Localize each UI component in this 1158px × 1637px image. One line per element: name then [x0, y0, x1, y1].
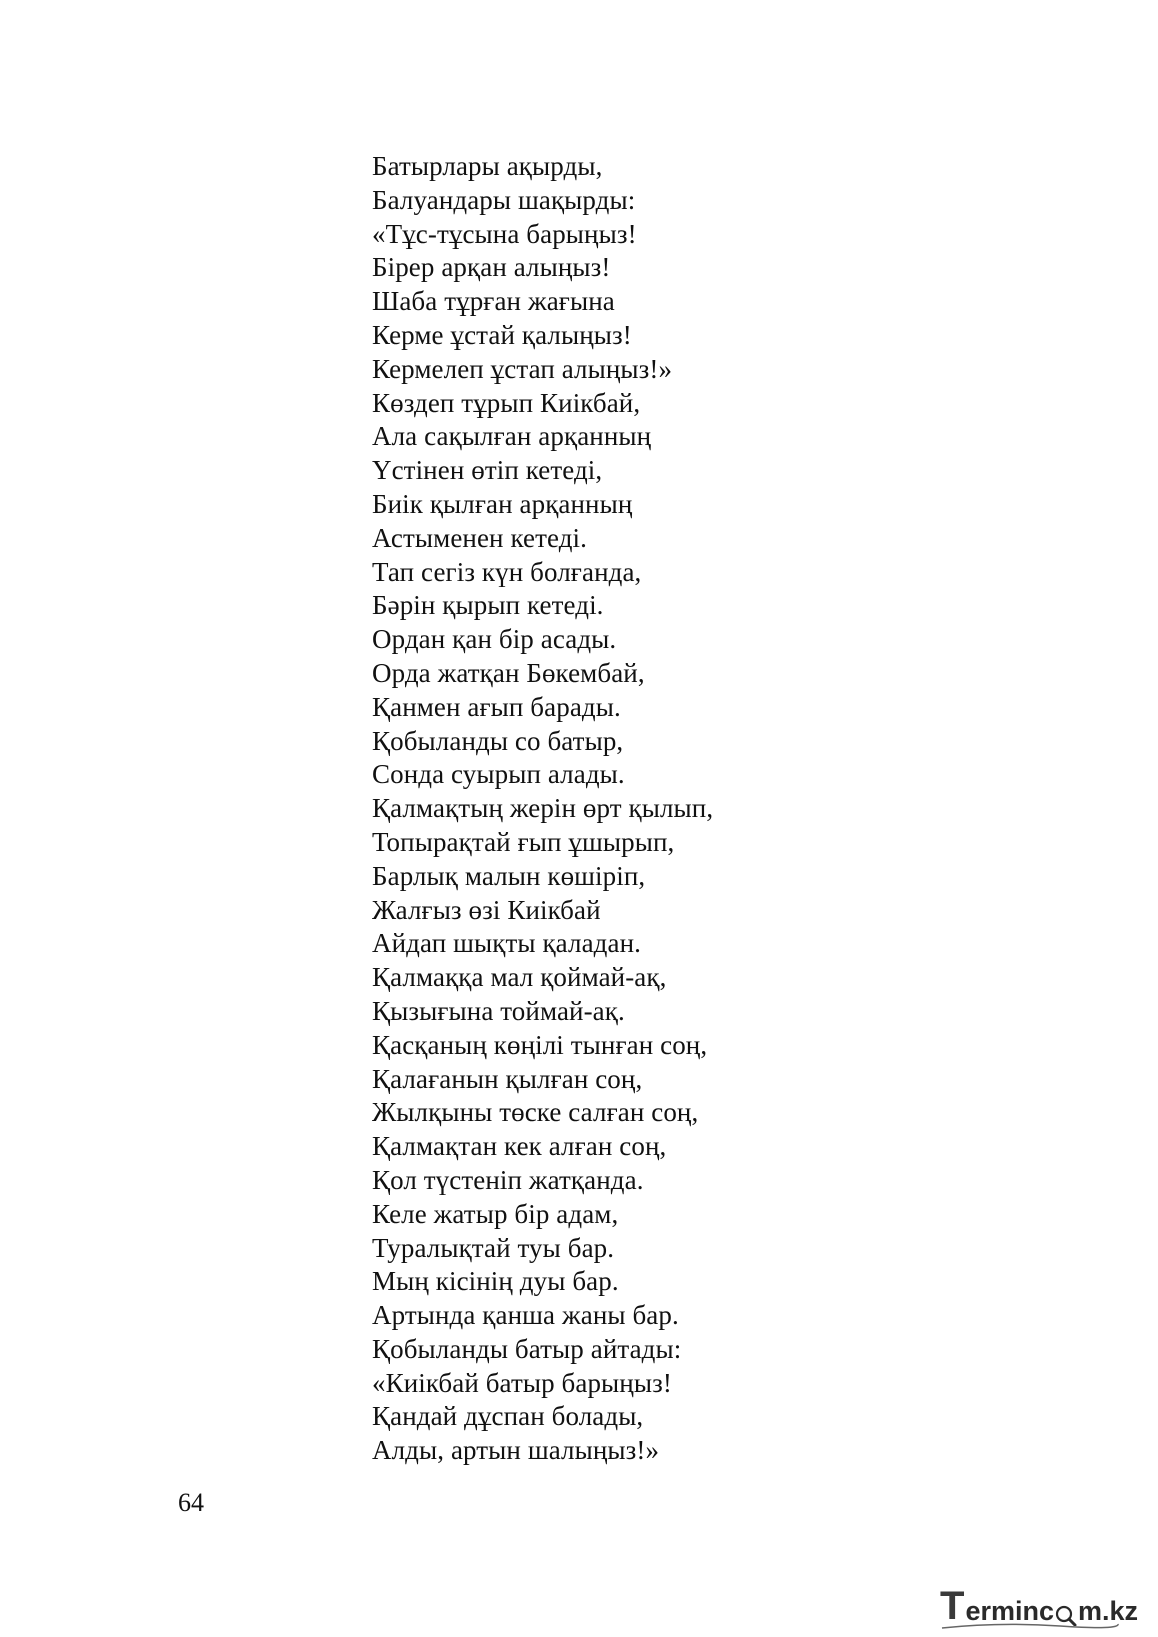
poem-line: Шаба тұрған жағына: [372, 286, 615, 317]
poem-line: Қандай дұспан болады,: [372, 1401, 644, 1432]
poem-line: Жалғыз өзі Киікбай: [372, 894, 601, 925]
poem-line: Қалмаққа мал қоймай-ақ,: [372, 962, 667, 993]
poem-line: Қалағанын қылған соң,: [372, 1063, 643, 1094]
poem-line: Алды, артын шалыңыз!»: [372, 1435, 660, 1466]
poem-line: Топырақтай ғып ұшырып,: [372, 826, 675, 857]
poem-line: Астыменен кетеді.: [372, 522, 587, 553]
poem-text: [372, 150, 713, 1468]
poem-line: Ала сақылған арқанның: [372, 421, 652, 452]
watermark-letter-t: T: [940, 1584, 965, 1628]
page-number: 64: [178, 1488, 204, 1517]
poem-line: Барлық малын көшіріп,: [372, 860, 646, 891]
poem-line: Керме ұстай қалыңыз!: [372, 319, 632, 350]
watermark-text-middle: erminc: [965, 1596, 1054, 1626]
watermark-swoosh-icon: [940, 1620, 1120, 1632]
termincom-watermark-logo[interactable]: [940, 1582, 1138, 1626]
poem-line: Туралықтай туы бар.: [372, 1232, 615, 1263]
poem-line: Көздеп тұрып Киікбай,: [372, 387, 641, 418]
poem-line: «Киікбай батыр барыңыз!: [372, 1367, 672, 1398]
poem-line: Айдап шықты қаладан.: [372, 928, 641, 959]
poem-line: Тап сегіз күн болғанда,: [372, 556, 642, 587]
poem-line: Биік қылған арқанның: [372, 488, 633, 519]
poem-line: Орда жатқан Бөкембай,: [372, 657, 645, 688]
poem-line: Артында қанша жаны бар.: [372, 1300, 679, 1331]
poem-line: Жылқыны төске салған соң,: [372, 1097, 699, 1128]
poem-line: Қобыланды батыр айтады:: [372, 1333, 682, 1364]
poem-line: Қанмен ағып барады.: [372, 691, 621, 722]
poem-line: Қалмақтан кек алған соң,: [372, 1131, 667, 1162]
poem-line: Қызығына тоймай-ақ.: [372, 995, 625, 1026]
poem-line: Балуандары шақырды:: [372, 184, 636, 215]
poem-line: Бәрін қырып кетеді.: [372, 590, 604, 621]
poem-line: Келе жатыр бір адам,: [372, 1198, 619, 1229]
poem-line: «Тұс-тұсына барыңыз!: [372, 218, 637, 249]
poem-line: Бірер арқан алыңыз!: [372, 252, 611, 283]
poem-line: Қасқаның көңілі тынған соң,: [372, 1029, 708, 1060]
watermark-text-end: m.kz: [1077, 1596, 1139, 1626]
poem-line: Ордан қан бір асады.: [372, 624, 617, 655]
poem-line: Сонда суырып алады.: [372, 759, 625, 790]
poem-line: Үстінен өтіп кетеді,: [372, 455, 603, 486]
poem-line: Қол түстеніп жатқанда.: [372, 1164, 644, 1195]
poem-line: Қобыланды со батыр,: [372, 725, 624, 756]
poem-line: Батырлары ақырды,: [372, 151, 603, 181]
poem-line: Кермелеп ұстап алыңыз!»: [372, 353, 673, 384]
poem-line: Қалмақтың жерін өрт қылып,: [372, 793, 714, 824]
poem-line: Мың кісінің дуы бар.: [372, 1266, 619, 1297]
